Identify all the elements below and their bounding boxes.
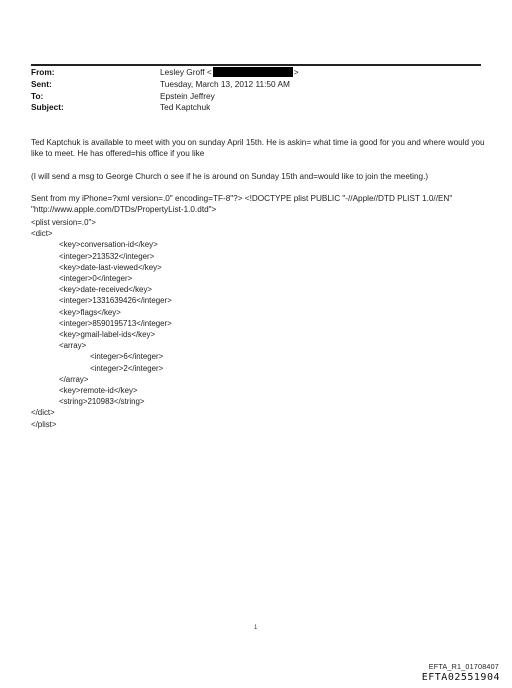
plist-line: <key>conversation-id</key> bbox=[59, 240, 158, 250]
plist-line: </plist> bbox=[31, 419, 57, 429]
plist-line: <plist version=.0"> bbox=[31, 218, 96, 227]
redaction-box bbox=[213, 67, 293, 77]
to-value: Epstein Jeffrey bbox=[160, 90, 215, 101]
subject-row bbox=[31, 102, 481, 114]
plist-line: </dict> bbox=[31, 408, 55, 418]
plist-line: <key>remote-id</key> bbox=[59, 386, 138, 396]
bates-stamp-large: EFTA02551904 bbox=[421, 672, 500, 683]
page-number: 1 bbox=[254, 625, 258, 631]
bates-stamp-small: EFTA_R1_01708407 bbox=[428, 662, 499, 671]
from-value bbox=[160, 67, 299, 79]
plist-line: <string>210983</string> bbox=[59, 397, 145, 407]
from-row bbox=[31, 67, 481, 79]
body-paragraph-1: Ted Kaptchuk is available to meet with you on sunday April 15th. He is askin= what time ia good for you and where would you like to meet. He has offered=his office if you like bbox=[31, 138, 485, 159]
email-header bbox=[31, 67, 481, 114]
sent-from-line-2: "http://www.apple.com/DTDs/PropertyList-1.0.dtd"> bbox=[31, 205, 217, 215]
plist-line: </array> bbox=[59, 374, 89, 384]
plist-line: <key>gmail-label-ids</key> bbox=[59, 330, 156, 340]
plist-line: <integer>6</integer> bbox=[90, 352, 164, 362]
from-suffix: > bbox=[293, 67, 299, 77]
plist-line: <key>date-received</key> bbox=[59, 285, 152, 295]
from-name: Lesley Groff < bbox=[160, 67, 212, 77]
header-rule bbox=[31, 64, 481, 66]
plist-line: <integer>2</integer> bbox=[90, 363, 164, 373]
plist-line: <key>date-last-viewed</key> bbox=[59, 262, 162, 272]
plist-line: <key>flags</key> bbox=[59, 307, 121, 317]
to-label: To: bbox=[31, 90, 44, 101]
sent-from-line-1: Sent from my iPhone=?xml version=.0" encoding=TF-8"?> <!DOCTYPE plist PUBLIC "-//Apple//DTD PLIST 1.0//EN" bbox=[31, 194, 453, 203]
plist-line: <integer>1331639426</integer> bbox=[59, 296, 172, 306]
to-row bbox=[31, 91, 481, 103]
sent-value: Tuesday, March 13, 2012 11:50 AM bbox=[160, 78, 290, 89]
from-label: From: bbox=[31, 67, 55, 77]
sent-row bbox=[31, 79, 481, 91]
subject-value: Ted Kaptchuk bbox=[160, 102, 211, 113]
sent-label: Sent: bbox=[31, 78, 52, 89]
body-paragraph-2: (I will send a msg to George Church o see if he is around on Sunday 15th and=would like to join the meeting.) bbox=[31, 172, 429, 181]
plist-line: <integer>8590195713</integer> bbox=[59, 318, 172, 328]
sent-from-signature bbox=[31, 193, 486, 215]
plist-line: <array> bbox=[59, 341, 87, 351]
plist-block bbox=[31, 217, 172, 430]
subject-label: Subject: bbox=[31, 102, 64, 113]
plist-line: <integer>0</integer> bbox=[59, 274, 133, 284]
plist-line: <dict> bbox=[31, 229, 53, 239]
plist-line: <integer>213532</integer> bbox=[59, 251, 155, 261]
